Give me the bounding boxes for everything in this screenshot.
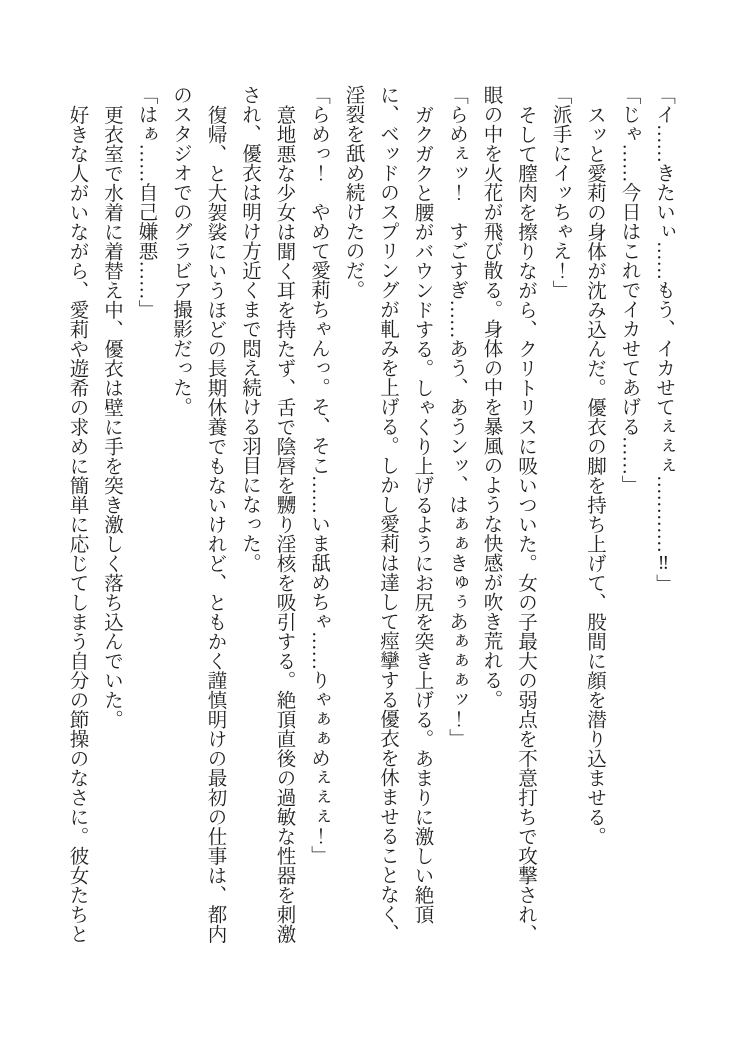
paragraph-dialogue: 「らめぇッ！ すごすぎ……あう、あうンッ、はぁぁきゅぅあぁぁぁッ！」: [446, 85, 467, 748]
paragraph-narrative: 更衣室で水着に着替え中、優衣は壁に手を突き激しく落ち込んでいた。: [101, 104, 122, 729]
paragraph-dialogue: 「じゃ……今日はこれでイカせてあげる……」: [618, 85, 640, 495]
paragraph-narrative: スッと愛莉の身体が沈み込んだ。優衣の脚を持ち上げて、股間に顔を潜り込ませる。: [584, 104, 605, 846]
paragraph-dialogue: 「らめっ！ やめて愛莉ちゃんっ。そ、そこ……いま舐めちゃ……りゃぁぁめぇぇぇ！」: [308, 85, 329, 865]
paragraph-narrative: そして膣肉を擦りながら、クリトリスに吸いついた。女の子最大の弱点を不意打ちで攻撃され、眼の中を火花が飛び散る。身体の中を暴風のような快感が吹き荒れる。: [480, 85, 536, 943]
paragraph-narrative: 復帰、と大袈裟にいうほどの長期休養でもないけれど、ともかく謹慎明けの最初の仕事は、都内のスタジオでのグラビア撮影だった。: [170, 85, 226, 943]
paragraph-dialogue: 「派手にイッちゃえ！」: [549, 85, 571, 300]
paragraph-narrative: 意地悪な少女は聞く耳を持たず、舌で陰唇を嬲り淫核を吸引する。絶頂直後の過敏な性器を刺激され、優衣は明け方近くまで悶え続ける羽目になった。: [239, 85, 295, 943]
novel-text-block: [59, 85, 680, 950]
paragraph-narrative: 好きな人がいながら、愛莉や遊希の求めに簡単に応じてしまう自分の節操のなさに。彼女たちと: [66, 104, 88, 943]
paragraph-dialogue: 「イ……きたいぃ……もう、イカせてぇぇぇ…………‼」: [653, 85, 674, 594]
paragraph-dialogue: 「はぁ……自己嫌悪……」: [135, 85, 157, 319]
paragraph-narrative: ガクガクと腰がバウンドする。しゃくり上げるようにお尻を突き上げる。あまりに激しい絶頂に、ベッドのスプリングが軋みを上げる。しかし愛莉は達して痙攣する優衣を休ませることなく、淫裂を舐め続けたのだ。: [342, 85, 433, 943]
